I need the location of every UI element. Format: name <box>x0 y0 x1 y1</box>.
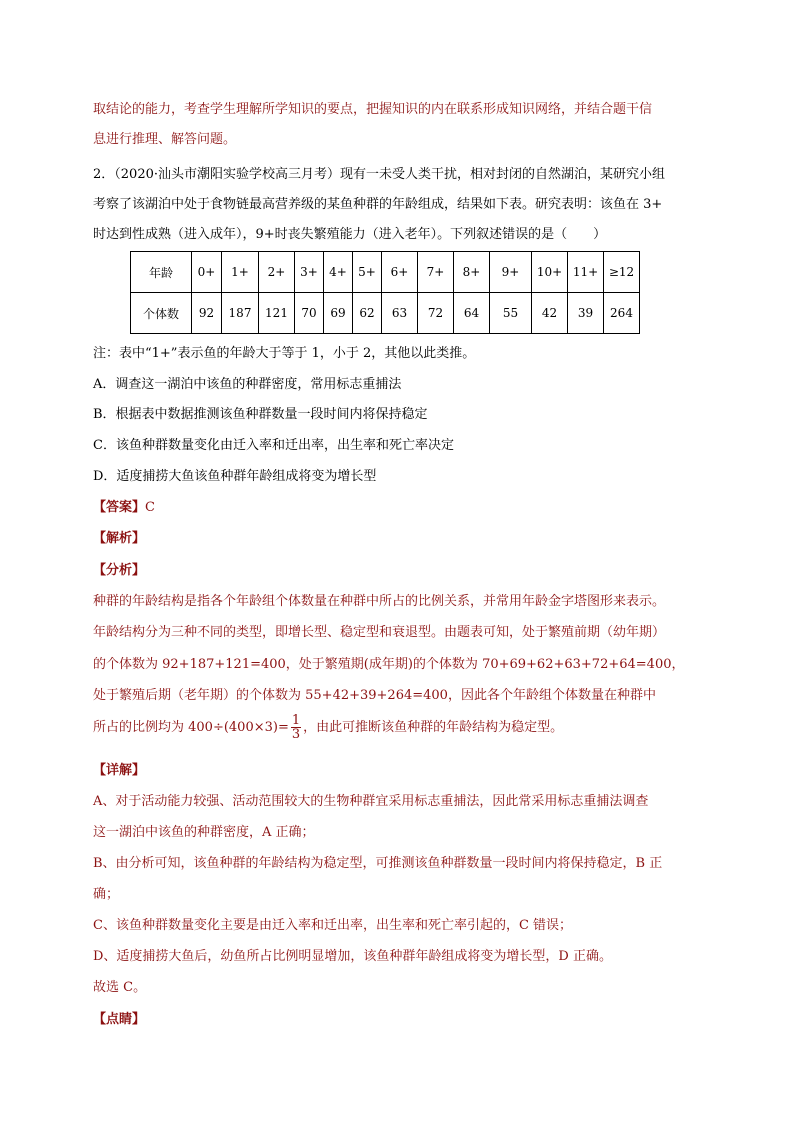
table-row-label: 个体数 <box>131 293 192 334</box>
answer-line <box>93 499 155 517</box>
table-header-label: 年龄 <box>131 252 192 293</box>
table-row-counts <box>131 293 640 334</box>
xiangjie-line-4: 确； <box>93 887 120 902</box>
fraction-numerator: 1 <box>291 713 301 728</box>
xiangjie-tag: 【详解】 <box>93 763 146 778</box>
option-c: C．该鱼种群数量变化由迁入率和迁出率，出生率和死亡率决定 <box>93 438 454 453</box>
count-cell: 64 <box>454 293 490 334</box>
fenxi-tag: 【分析】 <box>93 563 146 578</box>
table-note: 注：表中“1+”表示鱼的年龄大于等于 1，小于 2，其他以此类推。 <box>93 346 476 361</box>
xiangjie-line-1: A、对于活动能力较强、活动范围较大的生物种群宜采用标志重捕法，因此常采用标志重捕法调查 <box>93 794 649 809</box>
age-cell: 11+ <box>568 252 604 293</box>
fenxi-line-2: 年龄结构分为三种不同的类型，即增长型、稳定型和衰退型。由题表可知，处于繁殖前期（幼年期） <box>93 625 666 640</box>
count-cell: 62 <box>353 293 382 334</box>
count-cell: 55 <box>490 293 532 334</box>
count-cell: 39 <box>568 293 604 334</box>
age-cell: 4+ <box>324 252 353 293</box>
age-cell: 8+ <box>454 252 490 293</box>
age-table <box>130 251 640 334</box>
age-cell: ≥12 <box>604 252 640 293</box>
count-cell: 70 <box>295 293 324 334</box>
age-cell: 7+ <box>418 252 454 293</box>
answer-value: C <box>145 500 155 515</box>
option-d: D．适度捕捞大鱼该鱼种群年龄组成将变为增长型 <box>93 469 377 484</box>
answer-tag: 【答案】 <box>93 500 146 515</box>
fenxi-line-5 <box>93 714 563 741</box>
xiangjie-line-2: 这一湖泊中该鱼的种群密度，A 正确； <box>93 825 315 840</box>
count-cell: 42 <box>532 293 568 334</box>
fenxi-line-3: 的个体数为 92+187+121=400，处于繁殖期(成年期)的个体数为 70+69+62+63+72+64=400， <box>93 657 685 672</box>
fenxi-line-5-post: ，由此可推断该鱼种群的年龄结构为稳定型。 <box>303 720 564 735</box>
age-cell: 3+ <box>295 252 324 293</box>
xiangjie-line-7: 故选 C。 <box>93 980 147 995</box>
fenxi-line-4: 处于繁殖后期（老年期）的个体数为 55+42+39+264=400，因此各个年龄组个体数量在种群中 <box>93 688 656 703</box>
count-cell: 187 <box>222 293 259 334</box>
xiangjie-line-3: B、由分析可知，该鱼种群的年龄结构为稳定型，可推测该鱼种群数量一段时间内将保持稳定，B 正 <box>93 856 663 871</box>
option-b: B．根据表中数据推测该鱼种群数量一段时间内将保持稳定 <box>93 407 428 422</box>
age-cell: 10+ <box>532 252 568 293</box>
xiangjie-line-6: D、适度捕捞大鱼后，幼鱼所占比例明显增加，该鱼种群年龄组成将变为增长型，D 正确。 <box>93 949 612 964</box>
age-cell: 9+ <box>490 252 532 293</box>
jiexi-tag: 【解析】 <box>93 531 146 546</box>
fenxi-line-5-pre: 所占的比例均为 400÷(400×3)= <box>93 720 289 735</box>
dianjing-tag: 【点睛】 <box>93 1012 146 1027</box>
age-cell: 0+ <box>192 252 222 293</box>
question-line-3: 时达到性成熟（进入成年），9+时丧失繁殖能力（进入老年）。下列叙述错误的是（ ） <box>93 227 607 242</box>
fraction-denominator: 3 <box>291 727 301 742</box>
fraction <box>291 714 301 741</box>
count-cell: 264 <box>604 293 640 334</box>
xiangjie-line-5: C、该鱼种群数量变化主要是由迁入率和迁出率，出生率和死亡率引起的，C 错误； <box>93 918 573 933</box>
intro-line-2: 息进行推理、解答问题。 <box>93 132 237 147</box>
question-line-1: 2．（2020·汕头市潮阳实验学校高三月考）现有一未受人类干扰，相对封闭的自然湖泊，某研究小组 <box>93 167 665 182</box>
age-cell: 1+ <box>222 252 259 293</box>
question-line-2: 考察了该湖泊中处于食物链最高营养级的某鱼种群的年龄组成，结果如下表。研究表明：该鱼在 3+ <box>93 197 663 212</box>
count-cell: 63 <box>382 293 418 334</box>
option-a: A．调查这一湖泊中该鱼的种群密度，常用标志重捕法 <box>93 377 402 392</box>
age-cell: 5+ <box>353 252 382 293</box>
count-cell: 92 <box>192 293 222 334</box>
table-row-ages <box>131 252 640 293</box>
count-cell: 121 <box>259 293 295 334</box>
age-cell: 6+ <box>382 252 418 293</box>
count-cell: 72 <box>418 293 454 334</box>
age-cell: 2+ <box>259 252 295 293</box>
count-cell: 69 <box>324 293 353 334</box>
fenxi-line-1: 种群的年龄结构是指各个年龄组个体数量在种群中所占的比例关系，并常用年龄金字塔图形来表示。 <box>93 594 666 609</box>
intro-line-1: 取结论的能力，考查学生理解所学知识的要点，把握知识的内在联系形成知识网络，并结合题干信 <box>93 102 653 117</box>
